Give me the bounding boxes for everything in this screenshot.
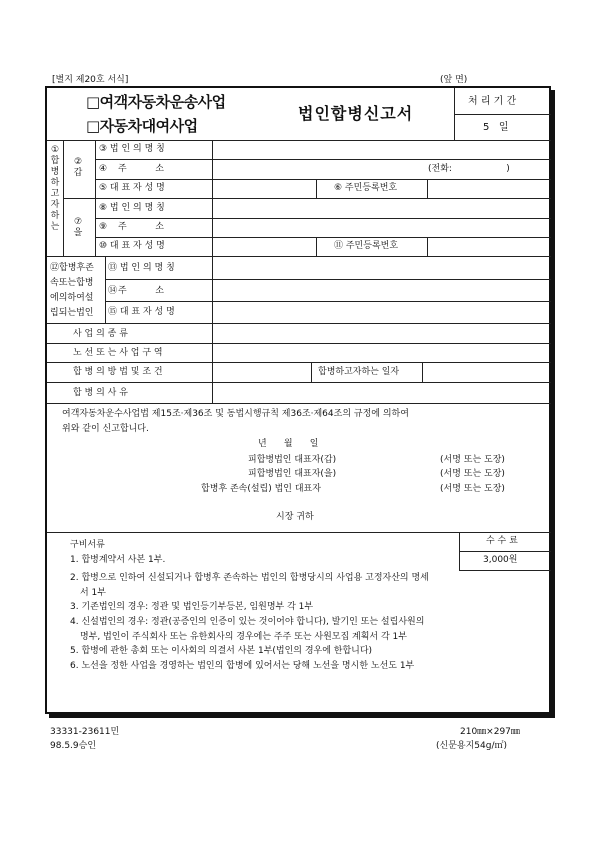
divider [47,362,551,363]
divider [95,237,551,238]
survivor-rep-name-label: ⑮ 대 표 자 성 명 [108,307,175,317]
party-b-resident-no-label: ⑪ 주민등록번호 [334,241,399,251]
fee-label: 수 수 료 [486,536,518,546]
declaration-date: 년 월 일 [258,439,319,449]
signature-mark-a[interactable]: (서명 또는 도장) [440,455,505,465]
page-side: (앞 면) [440,75,468,85]
signer-a-label: 피합병법인 대표자(갑) [248,455,337,465]
signature-mark-b[interactable]: (서명 또는 도장) [440,469,505,479]
form-number: [별지 제20호 서식] [52,75,129,85]
divider [316,179,317,198]
party-b-rep-name-label: ⑩ 대 표 자 성 명 [99,241,165,251]
divider [47,343,551,344]
divider [212,323,213,403]
processing-period-label: 처 리 기 간 [468,96,517,107]
party-a-corp-name-label: ③ 법 인 의 명 칭 [99,144,165,154]
document-item-5: 5. 합병에 관한 총회 또는 이사회의 의결서 사본 1부(법인의 경우에 한합니다) [70,646,373,656]
divider [311,362,312,382]
merger-date-label: 합병하고자하는 일자 [318,367,400,377]
divider [47,382,551,383]
business-kind-label: 사 업 의 종 류 [73,329,128,339]
divider [47,323,551,324]
survivor-address-label: 주 소 [118,286,164,296]
party-b-label: ⑦을 [73,217,83,238]
document-item-3: 3. 기존법인의 경우: 정관 및 법인등기부등본, 임원명부 각 1부 [70,602,314,612]
option-car-rental[interactable]: □자동차대여사업 [86,117,198,135]
divider [459,570,551,571]
paper-type: (신문용지54g/㎡) [436,741,507,751]
divider [459,551,551,552]
declaration-text-2: 위와 같이 신고합니다. [62,424,149,434]
fee-value: 3,000원 [483,555,518,565]
divider [427,179,428,198]
survivor-label-line4: 립되는법인 [50,308,94,318]
divider [427,237,428,256]
frame-shadow-bottom [49,714,555,718]
signer-survivor-label: 합병후 존속(설립) 법인 대표자 [201,484,321,494]
divider [47,256,551,257]
divider [422,362,423,382]
divider [105,301,551,302]
route-area-label: 노 선 또 는 사 업 구 역 [73,348,163,358]
party-a-rep-name-label: ⑤ 대 표 자 성 명 [99,183,165,193]
document-item-2-cont: 서 1부 [80,588,106,598]
divider [47,140,551,141]
signature-mark-survivor[interactable]: (서명 또는 도장) [440,484,505,494]
option-passenger-transport[interactable]: □여객자동차운송사업 [86,93,226,111]
documents-title: 구비서류 [70,540,105,550]
divider [47,403,551,404]
divider [47,532,551,533]
divider [95,159,551,160]
processing-period-value: 5 일 [483,122,509,133]
frame-shadow-right [551,90,555,718]
merger-reason-label: 합 병 의 사 유 [73,388,128,398]
divider [212,256,213,323]
document-item-6: 6. 노선을 정한 사업을 경영하는 법인의 합병에 있어서는 당해 노선을 명시한 노선도 1부 [70,661,415,671]
party-a-resident-no-label: ⑥ 주민등록번호 [334,183,398,193]
party-b-address-label: 주 소 [118,222,164,232]
party-a-phone: (전화: ) [428,164,510,174]
divider [105,279,551,280]
form-code: 33331-23611민 [50,727,120,737]
signer-b-label: 피합병법인 대표자(을) [248,469,337,479]
document-title: 법인합병신고서 [298,104,414,123]
document-item-4-cont: 명부, 법인이 주식회사 또는 유한회사의 경우에는 주주 또는 사원모집 계획서 각 1부 [80,632,407,642]
approval-date: 98.5.9승인 [50,741,97,751]
survivor-label-line1: ⑫합병후존 [50,263,94,273]
document-item-2: 2. 합병으로 인하여 신설되거나 합병후 존속하는 법인의 합병당시의 사업용 고정자산의 명세 [70,573,429,583]
merger-method-label: 합 병 의 방 법 및 조 건 [73,367,163,377]
survivor-label-line2: 속또는합병 [50,278,94,288]
survivor-corp-name-label: ⑬ 법 인 의 명 칭 [108,263,175,273]
party-a-address-label: 주 소 [118,164,164,174]
paper-size: 210㎜×297㎜ [460,727,520,737]
party-b-address-num: ⑨ [99,222,108,232]
divider [105,256,106,323]
divider [316,237,317,256]
divider [95,218,551,219]
declaration-text-1: 여객자동차운수사업법 제15조·제36조 및 동법시행규칙 제36조·제64조의 규정에 의하여 [62,409,409,419]
applicant-section-label: ①합병하고자하는 [50,145,60,232]
divider [95,179,551,180]
party-b-corp-name-label: ⑧ 법 인 의 명 칭 [99,203,165,213]
recipient: 시장 귀하 [276,512,314,522]
party-a-address-num: ④ [99,164,108,174]
divider [454,114,551,115]
survivor-address-num: ⑭ [108,286,118,296]
divider [212,140,213,256]
divider [63,198,551,199]
survivor-label-line3: 에의하여설 [50,293,94,303]
document-item-4: 4. 신설법인의 경우: 정관(공증인의 인증이 있는 것이어야 합니다), 발기인 또는 설립사원의 [70,617,425,627]
party-a-label: ②갑 [73,157,83,178]
document-item-1: 1. 합병계약서 사본 1부. [70,555,166,565]
